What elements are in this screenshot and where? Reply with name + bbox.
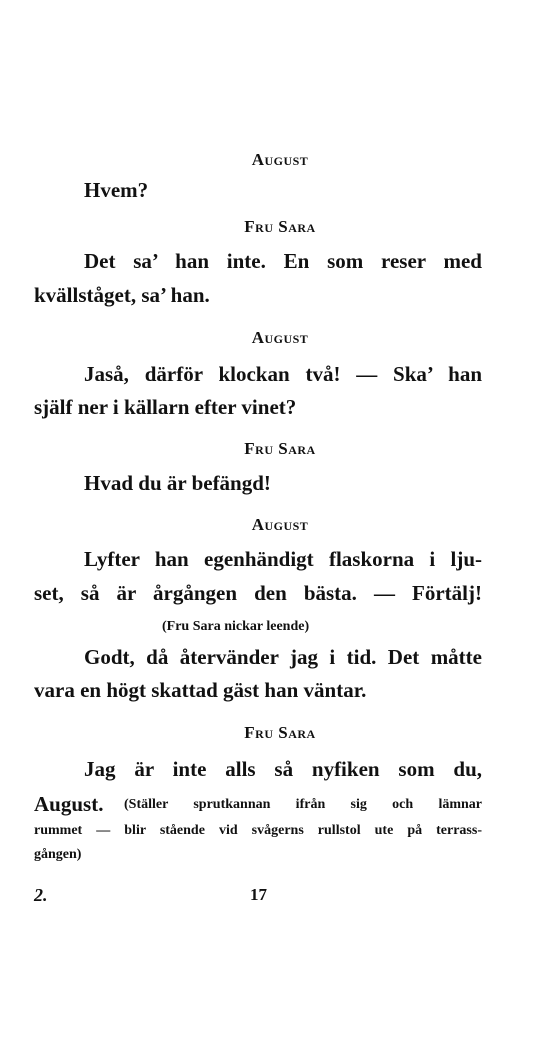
dialogue-line: Godt, då återvänder jag i tid. Det måtte [84, 645, 482, 669]
dialogue-line: Hvem? [84, 178, 149, 202]
dialogue-line: August. [34, 792, 104, 816]
speaker-label: August [251, 150, 309, 169]
signature-mark: 2. [34, 885, 48, 905]
dialogue-line: kvällståget, sa’ han. [34, 283, 210, 307]
page-number: 17 [250, 885, 267, 904]
speaker-label: Fru Sara [244, 723, 316, 742]
dialogue-line: Jaså, därför klockan två! — Ska’ han [84, 362, 482, 386]
dialogue-line: vara en högt skattad gäst han väntar. [34, 678, 367, 702]
stage-direction: gången) [34, 847, 82, 862]
dialogue-line: själf ner i källarn efter vinet? [34, 395, 297, 419]
stage-direction: rummet — blir stående vid svågerns rullstol ute på terrass- [34, 823, 482, 838]
stage-direction: (Fru Sara nickar leende) [162, 619, 310, 634]
dialogue-line: Lyfter han egenhändigt flaskorna i lju- [84, 547, 482, 571]
speaker-label: Fru Sara [244, 217, 316, 236]
speaker-label: Fru Sara [244, 439, 316, 458]
stage-direction: (Ställer sprutkannan ifrån sig och lämnar [124, 797, 482, 812]
dialogue-line: Hvad du är befängd! [84, 471, 271, 495]
speaker-label: August [251, 328, 309, 347]
dialogue-line: set, så är årgången den bästa. — Förtälj! [34, 581, 482, 605]
dialogue-line: Det sa’ han inte. En som reser med [84, 249, 482, 273]
dialogue-line: Jag är inte alls så nyfiken som du, [84, 757, 482, 781]
speaker-label: August [251, 515, 309, 534]
